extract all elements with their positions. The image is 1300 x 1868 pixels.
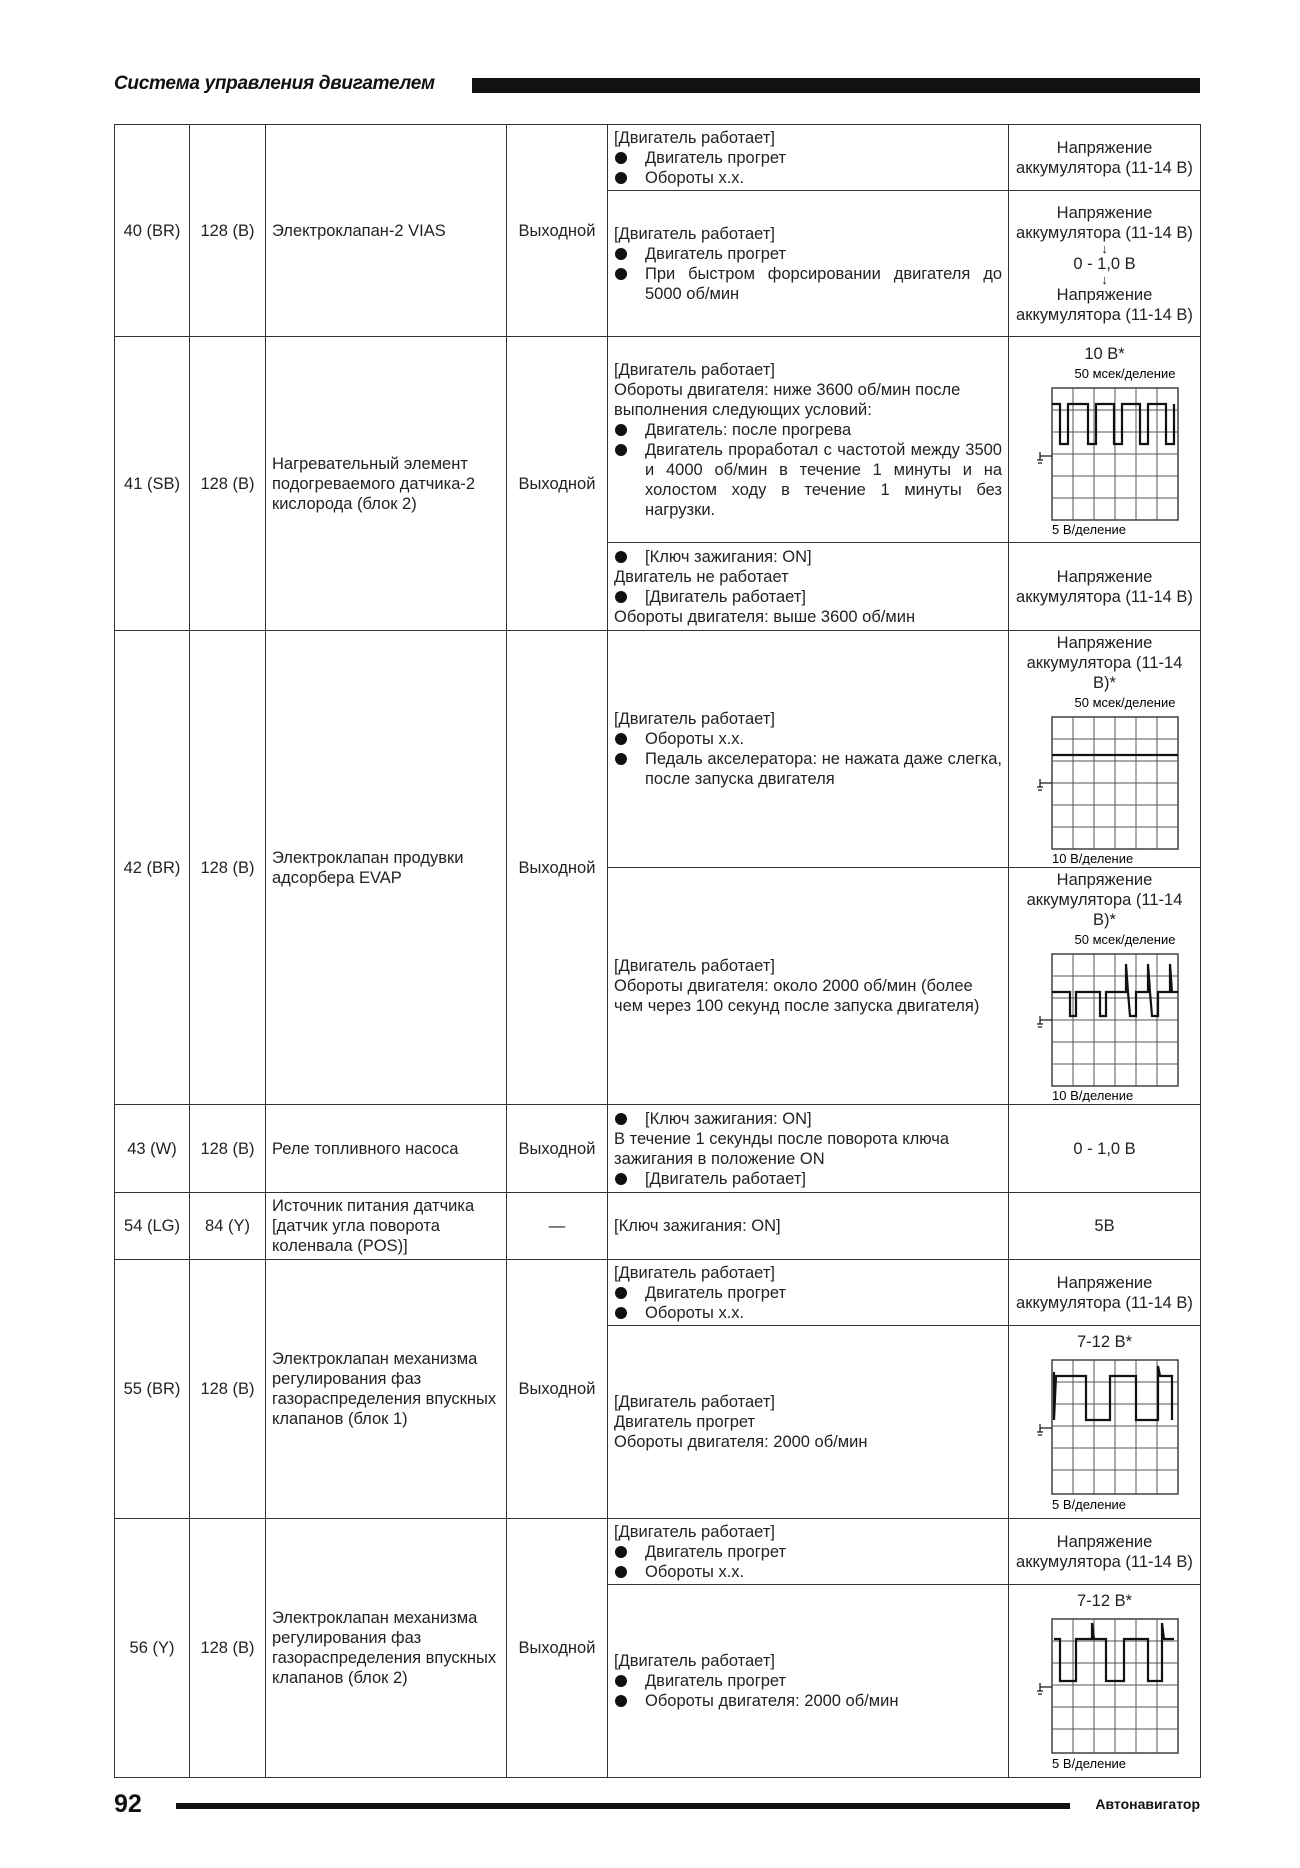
bullet-icon [615,753,627,765]
terminal-table [114,124,1201,1778]
bullet-text: Обороты х.х. [645,1303,745,1322]
time-scale-label: 50 мсек/деление [1074,695,1175,710]
ground-icon [1037,1683,1052,1694]
condition-line: [Двигатель работает] [614,957,775,975]
bullet-icon [615,424,627,436]
bullet-text: Двигатель проработал с частотой между 3500 и 4000 об/мин в течение 1 минуты и на холостом ходу в течение 1 минуты без нагрузки. [645,440,1002,519]
table-row [115,1193,1201,1260]
condition-line: Обороты двигателя: ниже 3600 об/мин после выполнения следующих условий: [614,380,961,419]
table-row [115,1260,1201,1326]
bullet-item [614,1169,1002,1189]
bullet-icon [615,1546,627,1558]
bullet-item [614,729,1002,749]
condition-line: [Двигатель работает] [614,1522,775,1541]
voltage-scale-label: 5 В/деление [1051,521,1126,536]
condition-cell [608,543,1009,631]
value-cell: Напряжение аккумулятора (11-14 В) [1009,1260,1201,1326]
signal-type: Выходной [507,1105,608,1193]
ground-icon [1037,779,1052,790]
oscilloscope-waveform [1030,1611,1180,1771]
signal-type: Выходной [507,1260,608,1519]
condition-line: [Двигатель работает] [614,1652,775,1670]
terminal-number: 42 (BR) [115,631,190,1105]
page-footer [114,1792,1200,1818]
condition-line: Обороты двигателя: выше 3600 об/мин [614,607,916,626]
oscilloscope-waveform [1030,1352,1180,1512]
condition-cell [608,337,1009,543]
signal-type: Выходной [507,1519,608,1778]
time-scale-label: 50 мсек/деление [1074,365,1175,381]
footer-rule [176,1803,1070,1809]
signal-type: Выходной [507,337,608,631]
voltage-scale-label: 10 В/деление [1051,1088,1133,1102]
value-line: Напряжение аккумулятора (11-14 В)* [1026,871,1183,929]
grid [1052,954,1178,1086]
publisher-name: Автонавигатор [1095,1796,1200,1812]
bullet-item [614,148,1002,168]
bullet-item [614,1562,1002,1582]
bullet-text: [Двигатель работает] [645,1169,806,1188]
bullet-text: При быстром форсировании двигателя до 5000 об/мин [645,264,1002,303]
bullet-text: Двигатель прогрет [645,1672,787,1690]
ground-terminal: 128 (B) [190,125,266,337]
terminal-description: Электроклапан механизма регулирования фаз газораспределения впускных клапанов (блок 2) [266,1519,507,1778]
bullet-text: Обороты х.х. [645,1562,745,1581]
bullet-icon [615,1675,627,1687]
value-line: 7-12 В* [1076,1333,1133,1351]
bullet-icon [615,733,627,745]
ground-icon [1037,1424,1052,1435]
ground-terminal: 128 (B) [190,1260,266,1519]
terminal-description: Реле топливного насоса [266,1105,507,1193]
section-title: Система управления двигателем [114,73,435,94]
bullet-icon [615,444,627,456]
terminal-number: 56 (Y) [115,1519,190,1778]
terminal-number: 55 (BR) [115,1260,190,1519]
voltage-scale-label: 10 В/деление [1051,851,1133,865]
bullet-text: Обороты х.х. [645,730,745,748]
condition-line: [Двигатель работает] [614,224,775,243]
bullet-text: Двигатель прогрет [645,1283,787,1302]
terminal-number: 40 (BR) [115,125,190,337]
bullet-item [614,1283,1002,1303]
condition-line: В течение 1 секунды после поворота ключа зажигания в положение ON [614,1129,950,1168]
ground-terminal: 128 (B) [190,337,266,631]
bullet-item [614,749,1002,789]
terminal-number: 54 (LG) [115,1193,190,1260]
bullet-text: [Ключ зажигания: ON] [645,547,812,566]
ground-icon [1037,452,1052,463]
value-cell: Напряжение аккумулятора (11-14 В) [1009,543,1201,631]
bullet-item [614,244,1002,264]
value-line: Напряжение аккумулятора (11-14 В) [1016,285,1193,324]
bullet-text: Двигатель прогрет [645,148,787,167]
terminal-description: Электроклапан механизма регулирования фаз газораспределения впускных клапанов (блок 1) [266,1260,507,1519]
bullet-text: Обороты х.х. [645,168,745,187]
bullet-icon [615,1287,627,1299]
condition-line: Обороты двигателя: 2000 об/мин [614,1433,868,1451]
oscilloscope-waveform [1030,364,1180,536]
terminal-number: 41 (SB) [115,337,190,631]
oscilloscope-waveform [1030,930,1180,1102]
arrow-down-icon: ↓ [1101,240,1108,256]
value-line: Напряжение аккумулятора (11-14 В)* [1026,634,1183,692]
bullet-item [614,264,1002,304]
bullet-item [614,1109,1002,1129]
arrow-down-icon: ↓ [1101,271,1108,287]
voltage-scale-label: 5 В/деление [1051,1756,1126,1771]
bullet-item [614,587,1002,607]
condition-cell [608,1260,1009,1326]
bullet-icon [615,551,627,563]
ground-terminal: 128 (B) [190,631,266,1105]
signal-type: Выходной [507,125,608,337]
terminal-description: Электроклапан продувки адсорбера EVAP [266,631,507,1105]
condition-cell [608,1326,1009,1519]
condition-line: Обороты двигателя: около 2000 об/мин (более чем через 100 секунд после запуска двигателя) [614,977,980,1015]
bullet-item [614,168,1002,188]
ground-icon [1037,1016,1052,1027]
bullet-icon [615,152,627,164]
voltage-scale-label: 5 В/деление [1051,1497,1126,1512]
value-cell [1009,1585,1201,1778]
condition-line: [Двигатель работает] [614,1263,775,1282]
bullet-text: [Двигатель работает] [645,587,806,606]
bullet-icon [615,172,627,184]
grid [1052,717,1178,849]
value-cell [1009,868,1201,1105]
bullet-item [614,1671,1002,1691]
value-cell: 5В [1009,1193,1201,1260]
value-cell: 0 - 1,0 В [1009,1105,1201,1193]
condition-line: [Двигатель работает] [614,128,775,147]
table-row [115,631,1201,868]
bullet-item [614,547,1002,567]
bullet-text: Двигатель прогрет [645,1542,787,1561]
bullet-item [614,420,1002,440]
bullet-text: [Ключ зажигания: ON] [645,1109,812,1128]
condition-cell [608,125,1009,191]
value-line: 10 В* [1084,344,1125,363]
signal-trace [1054,1366,1172,1420]
terminal-description: Электроклапан-2 VIAS [266,125,507,337]
condition-cell [608,1585,1009,1778]
bullet-icon [615,268,627,280]
bullet-item [614,1691,1002,1711]
bullet-icon [615,1173,627,1185]
table-row [115,1105,1201,1193]
grid [1052,1619,1178,1753]
value-cell [1009,191,1201,337]
bullet-icon [615,1695,627,1707]
table-row [115,125,1201,191]
condition-line: [Двигатель работает] [614,1393,775,1411]
condition-cell [608,1105,1009,1193]
bullet-text: Двигатель: после прогрева [645,420,852,439]
condition-cell [608,191,1009,337]
value-cell: Напряжение аккумулятора (11-14 В) [1009,1519,1201,1585]
condition-cell [608,868,1009,1105]
bullet-text: Обороты двигателя: 2000 об/мин [645,1692,899,1710]
terminal-description: Источник питания датчика [датчик угла поворота коленвала (POS)] [266,1193,507,1260]
table-row [115,337,1201,543]
condition-cell: [Ключ зажигания: ON] [608,1193,1009,1260]
page-header [114,73,1200,94]
condition-cell [608,631,1009,868]
bullet-text: Педаль акселератора: не нажата даже слегка, после запуска двигателя [645,750,1002,788]
value-cell [1009,631,1201,868]
bullet-item [614,440,1002,520]
bullet-text: Двигатель прогрет [645,244,787,263]
condition-line: Двигатель прогрет [614,1413,756,1431]
value-line: 7-12 В* [1076,1592,1133,1610]
header-rule [472,78,1200,93]
ground-terminal: 84 (Y) [190,1193,266,1260]
bullet-icon [615,591,627,603]
condition-line: [Двигатель работает] [614,360,775,379]
value-line: Напряжение аккумулятора (11-14 В) [1016,203,1193,242]
value-cell: Напряжение аккумулятора (11-14 В) [1009,125,1201,191]
signal-type: — [507,1193,608,1260]
page-number: 92 [114,1790,142,1818]
terminal-number: 43 (W) [115,1105,190,1193]
signal-trace [1054,1623,1174,1681]
value-cell [1009,1326,1201,1519]
oscilloscope-waveform [1030,693,1180,865]
ground-terminal: 128 (B) [190,1105,266,1193]
condition-line: Двигатель не работает [614,567,789,586]
value-line: 0 - 1,0 В [1073,254,1136,273]
time-scale-label: 50 мсек/деление [1074,932,1175,947]
bullet-icon [615,1566,627,1578]
signal-type: Выходной [507,631,608,1105]
bullet-icon [615,248,627,260]
table-row [115,1519,1201,1585]
bullet-icon [615,1113,627,1125]
ground-terminal: 128 (B) [190,1519,266,1778]
bullet-item [614,1303,1002,1323]
condition-line: [Двигатель работает] [614,710,775,728]
bullet-item [614,1542,1002,1562]
value-cell [1009,337,1201,543]
condition-cell [608,1519,1009,1585]
terminal-description: Нагревательный элемент подогреваемого датчика-2 кислорода (блок 2) [266,337,507,631]
bullet-icon [615,1307,627,1319]
